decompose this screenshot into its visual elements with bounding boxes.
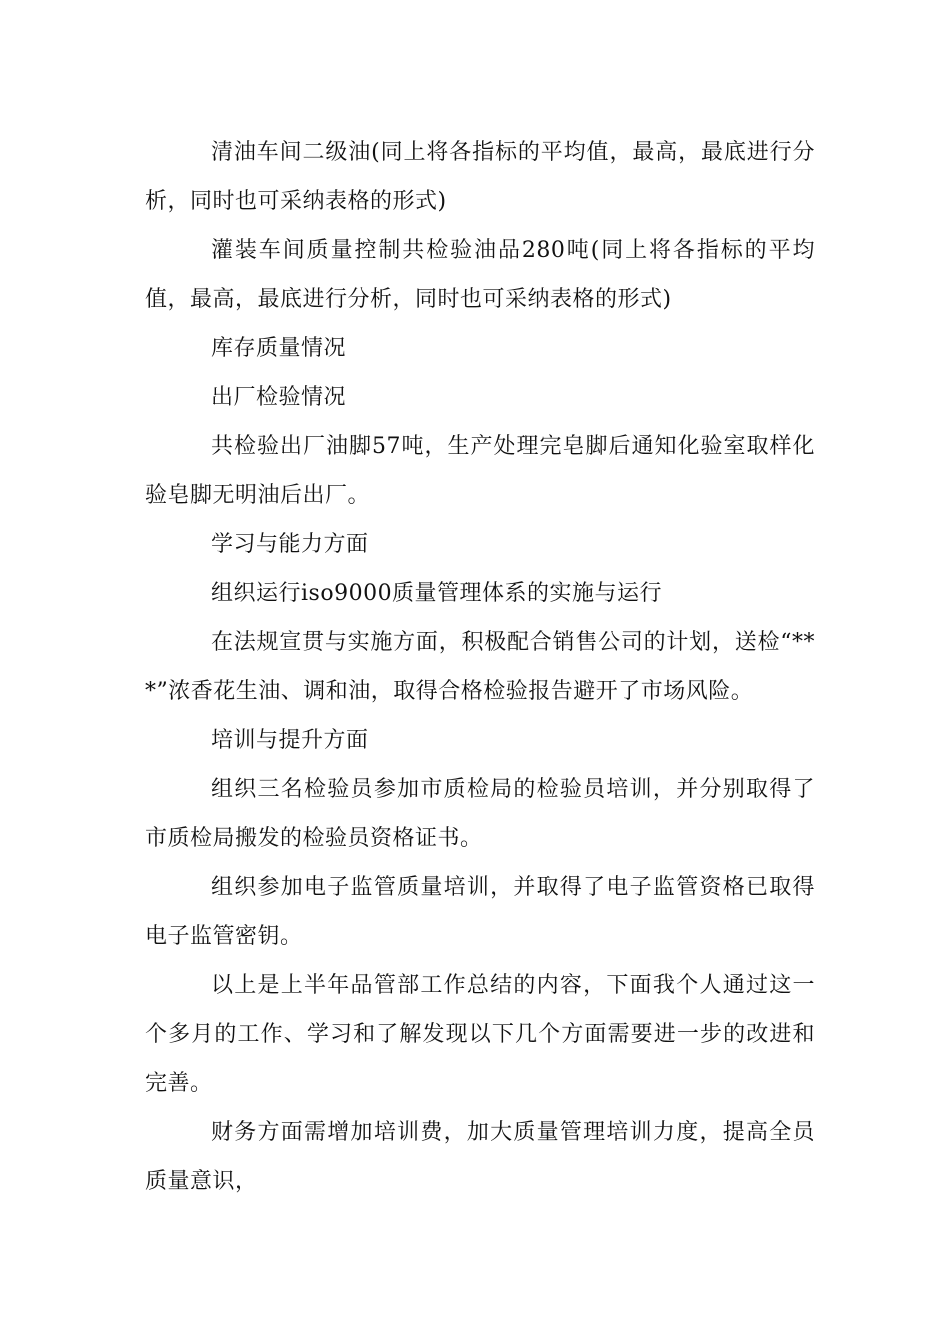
paragraph-inspector-training: 组织三名检验员参加市质检局的检验员培训，并分别取得了市质检局搬发的检验员资格证书。 (145, 777, 815, 851)
heading-inventory-quality: 库存质量情况 (211, 336, 347, 361)
paragraph-oil-residue: 共检验出厂油脚57吨，生产处理完皂脚后通知化验室取样化验皂脚无明油后出厂。 (145, 434, 815, 508)
paragraph-summary: 以上是上半年品管部工作总结的内容，下面我个人通过这一个多月的工作、学习和了解发现以下几个方面需要进一步的改进和完善。 (145, 973, 815, 1096)
paragraph-iso9000: 组织运行iso9000质量管理体系的实施与运行 (211, 581, 663, 606)
paragraph-filling-workshop: 灌装车间质量控制共检验油品280吨(同上将各指标的平均值，最高，最底进行分析，同时也可采纳表格的形式) (145, 238, 815, 312)
document-body (145, 128, 815, 1206)
paragraph-electronic-supervision: 组织参加电子监管质量培训，并取得了电子监管资格已取得电子监管密钥。 (145, 875, 815, 949)
heading-learning-ability: 学习与能力方面 (211, 532, 369, 557)
heading-outbound-inspection: 出厂检验情况 (211, 385, 347, 410)
paragraph-finance: 财务方面需增加培训费，加大质量管理培训力度，提高全员质量意识， (145, 1120, 815, 1194)
paragraph-regulations: 在法规宣贯与实施方面，积极配合销售公司的计划，送检“***”浓香花生油、调和油，取得合格检验报告避开了市场风险。 (145, 630, 815, 704)
heading-training: 培训与提升方面 (211, 728, 369, 753)
paragraph-refining-grade2: 清油车间二级油(同上将各指标的平均值，最高，最底进行分析，同时也可采纳表格的形式) (145, 140, 815, 214)
